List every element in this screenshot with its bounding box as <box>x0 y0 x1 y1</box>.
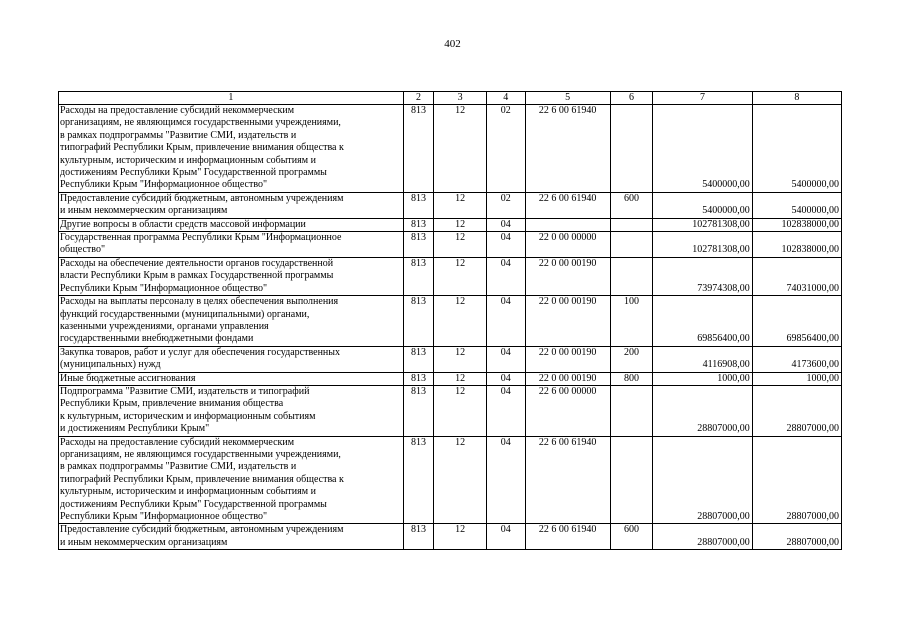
subsection-code-cell: 04 <box>487 257 526 295</box>
department-code-cell: 813 <box>403 385 433 436</box>
amount-col7-cell: 28807000,00 <box>653 436 752 524</box>
budget-table <box>58 91 842 550</box>
department-code-cell: 813 <box>403 372 433 385</box>
expense-type-cell: 200 <box>610 346 653 372</box>
subsection-code-cell: 04 <box>487 346 526 372</box>
amount-col7-cell: 5400000,00 <box>653 105 752 193</box>
department-code-cell: 813 <box>403 192 433 218</box>
expense-type-cell: 600 <box>610 524 653 550</box>
item-name-cell: Предоставление субсидий бюджетным, автономным учреждениям и иным некоммерческим организациям <box>59 192 404 218</box>
expense-type-cell <box>610 105 653 193</box>
amount-col8-cell: 74031000,00 <box>752 257 841 295</box>
header-row <box>59 92 842 105</box>
table-row <box>59 524 842 550</box>
target-article-cell: 22 6 00 00000 <box>525 385 610 436</box>
amount-col8-cell: 5400000,00 <box>752 105 841 193</box>
table-row <box>59 105 842 193</box>
department-code-cell: 813 <box>403 257 433 295</box>
item-name-cell: Расходы на предоставление субсидий некоммерческим организациям, не являющимся государственными учреждениями, в рамках подпрограммы "Развитие СМИ, издательств и типографий Республики Крым, привлечение внимания общества к культурным, историческим и информационным событиям и достижениям Республики Крым" Государственной программы Республики Крым "Информационное общество" <box>59 105 404 193</box>
amount-col8-cell: 28807000,00 <box>752 385 841 436</box>
header-cell: 5 <box>525 92 610 105</box>
subsection-code-cell: 04 <box>487 372 526 385</box>
table-row <box>59 296 842 347</box>
expense-type-cell: 100 <box>610 296 653 347</box>
amount-col7-cell: 5400000,00 <box>653 192 752 218</box>
subsection-code-cell: 04 <box>487 524 526 550</box>
table-row <box>59 346 842 372</box>
header-cell: 4 <box>487 92 526 105</box>
item-name-cell: Другие вопросы в области средств массовой информации <box>59 218 404 231</box>
target-article-cell: 22 6 00 61940 <box>525 105 610 193</box>
section-code-cell: 12 <box>434 232 487 258</box>
expense-type-cell <box>610 232 653 258</box>
subsection-code-cell: 02 <box>487 192 526 218</box>
target-article-cell: 22 0 00 00190 <box>525 372 610 385</box>
subsection-code-cell: 04 <box>487 436 526 524</box>
target-article-cell: 22 6 00 61940 <box>525 524 610 550</box>
table-row <box>59 436 842 524</box>
table-row <box>59 257 842 295</box>
target-article-cell: 22 0 00 00190 <box>525 346 610 372</box>
target-article-cell: 22 6 00 61940 <box>525 192 610 218</box>
target-article-cell: 22 6 00 61940 <box>525 436 610 524</box>
amount-col7-cell: 69856400,00 <box>653 296 752 347</box>
subsection-code-cell: 04 <box>487 218 526 231</box>
table-row <box>59 385 842 436</box>
table-row <box>59 218 842 231</box>
header-cell: 8 <box>752 92 841 105</box>
department-code-cell: 813 <box>403 296 433 347</box>
item-name-cell: Предоставление субсидий бюджетным, автономным учреждениям и иным некоммерческим организациям <box>59 524 404 550</box>
expense-type-cell <box>610 385 653 436</box>
section-code-cell: 12 <box>434 346 487 372</box>
section-code-cell: 12 <box>434 192 487 218</box>
item-name-cell: Иные бюджетные ассигнования <box>59 372 404 385</box>
section-code-cell: 12 <box>434 296 487 347</box>
amount-col7-cell: 102781308,00 <box>653 232 752 258</box>
amount-col8-cell: 102838000,00 <box>752 232 841 258</box>
target-article-cell: 22 0 00 00000 <box>525 232 610 258</box>
table-row <box>59 372 842 385</box>
target-article-cell <box>525 218 610 231</box>
amount-col7-cell: 28807000,00 <box>653 385 752 436</box>
amount-col8-cell: 28807000,00 <box>752 436 841 524</box>
header-cell: 7 <box>653 92 752 105</box>
target-article-cell: 22 0 00 00190 <box>525 296 610 347</box>
table-row <box>59 232 842 258</box>
expense-type-cell <box>610 218 653 231</box>
section-code-cell: 12 <box>434 524 487 550</box>
amount-col8-cell: 28807000,00 <box>752 524 841 550</box>
amount-col7-cell: 4116908,00 <box>653 346 752 372</box>
header-cell: 3 <box>434 92 487 105</box>
subsection-code-cell: 04 <box>487 385 526 436</box>
amount-col8-cell: 102838000,00 <box>752 218 841 231</box>
department-code-cell: 813 <box>403 524 433 550</box>
amount-col7-cell: 28807000,00 <box>653 524 752 550</box>
item-name-cell: Закупка товаров, работ и услуг для обеспечения государственных (муниципальных) нужд <box>59 346 404 372</box>
target-article-cell: 22 0 00 00190 <box>525 257 610 295</box>
expense-type-cell: 800 <box>610 372 653 385</box>
section-code-cell: 12 <box>434 257 487 295</box>
amount-col7-cell: 73974308,00 <box>653 257 752 295</box>
header-cell: 1 <box>59 92 404 105</box>
section-code-cell: 12 <box>434 372 487 385</box>
item-name-cell: Расходы на обеспечение деятельности органов государственной власти Республики Крым в рамках Государственной программы Республики Крым "Информационное общество" <box>59 257 404 295</box>
item-name-cell: Расходы на выплаты персоналу в целях обеспечения выполнения функций государственными (муниципальными) органами, казенными учреждениями, органами управления государственными внебюджетными фондами <box>59 296 404 347</box>
header-cell: 2 <box>403 92 433 105</box>
section-code-cell: 12 <box>434 218 487 231</box>
amount-col8-cell: 5400000,00 <box>752 192 841 218</box>
department-code-cell: 813 <box>403 218 433 231</box>
amount-col8-cell: 4173600,00 <box>752 346 841 372</box>
page-number: 402 <box>444 38 461 50</box>
item-name-cell: Расходы на предоставление субсидий некоммерческим организациям, не являющимся государственными учреждениями, в рамках подпрограммы "Развитие СМИ, издательств и типографий Республики Крым, привлечение внимания общества к культурным, историческим и информационным событиям и достижениям Республики Крым" Государственной программы Республики Крым "Информационное общество" <box>59 436 404 524</box>
subsection-code-cell: 02 <box>487 105 526 193</box>
subsection-code-cell: 04 <box>487 232 526 258</box>
expense-type-cell <box>610 257 653 295</box>
department-code-cell: 813 <box>403 105 433 193</box>
expense-type-cell: 600 <box>610 192 653 218</box>
section-code-cell: 12 <box>434 105 487 193</box>
amount-col8-cell: 1000,00 <box>752 372 841 385</box>
section-code-cell: 12 <box>434 436 487 524</box>
header-cell: 6 <box>610 92 653 105</box>
department-code-cell: 813 <box>403 436 433 524</box>
amount-col8-cell: 69856400,00 <box>752 296 841 347</box>
department-code-cell: 813 <box>403 346 433 372</box>
expense-type-cell <box>610 436 653 524</box>
item-name-cell: Подпрограмма "Развитие СМИ, издательств и типографий Республики Крым, привлечение внимания общества к культурным, историческим и информационным событиям и достижениям Республики Крым" <box>59 385 404 436</box>
section-code-cell: 12 <box>434 385 487 436</box>
department-code-cell: 813 <box>403 232 433 258</box>
subsection-code-cell: 04 <box>487 296 526 347</box>
table-row <box>59 192 842 218</box>
amount-col7-cell: 102781308,00 <box>653 218 752 231</box>
amount-col7-cell: 1000,00 <box>653 372 752 385</box>
item-name-cell: Государственная программа Республики Крым "Информационное общество" <box>59 232 404 258</box>
